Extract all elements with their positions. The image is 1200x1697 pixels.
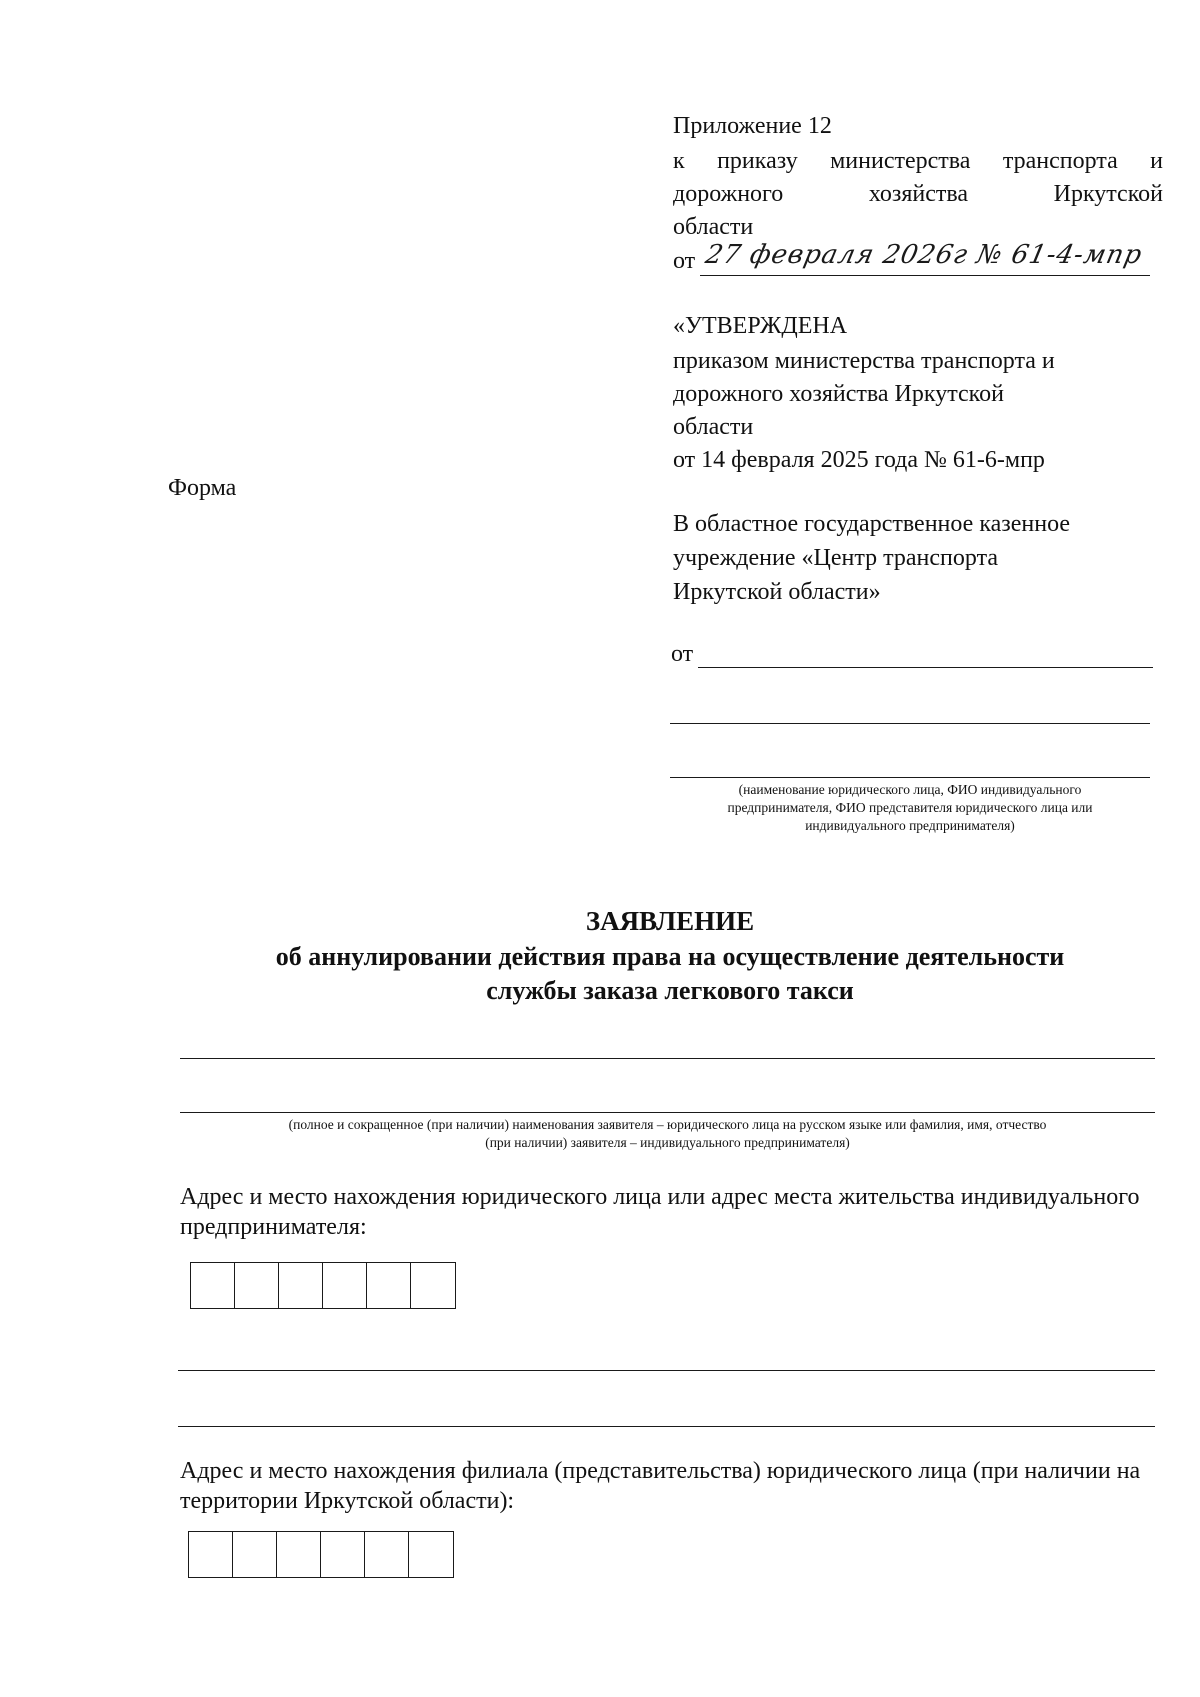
- postal-code-box[interactable]: [277, 1532, 321, 1577]
- approved-line-2: дорожного хозяйства Иркутской: [673, 381, 1004, 407]
- postal-code-box[interactable]: [189, 1532, 233, 1577]
- postal-code-box[interactable]: [409, 1532, 453, 1577]
- appendix-date-underline: [700, 275, 1150, 276]
- from-field-line-1[interactable]: [698, 667, 1153, 668]
- address-line-1[interactable]: [178, 1370, 1155, 1371]
- postal-code-box[interactable]: [191, 1263, 235, 1308]
- applicant-name-line-1[interactable]: [180, 1058, 1155, 1059]
- approved-line-4: от 14 февраля 2025 года № 61-6-мпр: [673, 447, 1045, 473]
- from-caption: [660, 781, 1160, 835]
- appendix-line-2-word-3: Иркутской: [1053, 181, 1163, 207]
- addressee-line-2: учреждение «Центр транспорта: [673, 545, 999, 571]
- postal-code-box[interactable]: [321, 1532, 365, 1577]
- branch-postal-code-boxes[interactable]: [188, 1531, 454, 1578]
- applicant-name-caption-line-1: (полное и сокращенное (при наличии) наименования заявителя – юридического лица на русском языке или фамилия, имя, отчество: [288, 1117, 1047, 1132]
- applicant-name-line-2[interactable]: [180, 1112, 1155, 1113]
- approved-line-3: области: [673, 414, 754, 440]
- postal-code-boxes[interactable]: [190, 1262, 456, 1309]
- applicant-name-caption-line-2: (при наличии) заявителя – индивидуального предпринимателя): [485, 1135, 850, 1150]
- postal-code-box[interactable]: [235, 1263, 279, 1308]
- document-subtitle-line-2: службы заказа легкового такси: [486, 976, 854, 1005]
- addressee-line-1: В областное государственное казенное: [673, 511, 1071, 537]
- appendix-line-2: [673, 178, 1163, 211]
- form-label: Форма: [168, 475, 237, 501]
- from-label: от: [671, 641, 694, 667]
- from-caption-line-1: (наименование юридического лица, ФИО индивидуального: [738, 782, 1082, 797]
- from-caption-line-3: индивидуального предпринимателя): [805, 818, 1015, 833]
- postal-code-box[interactable]: [367, 1263, 411, 1308]
- branch-label-line-2: территории Иркутской области):: [180, 1488, 515, 1514]
- document-subtitle-line-1: об аннулировании действия права на осуществление деятельности: [275, 942, 1065, 971]
- document-title: ЗАЯВЛЕНИЕ: [585, 906, 755, 936]
- from-field-line-2[interactable]: [670, 723, 1150, 724]
- appendix-line-3: области: [673, 214, 754, 240]
- approved-title: «УТВЕРЖДЕНА: [673, 313, 848, 339]
- addressee-line-3: Иркутской области»: [673, 579, 881, 605]
- postal-code-box[interactable]: [411, 1263, 455, 1308]
- from-field-line-3[interactable]: [670, 777, 1150, 778]
- approved-line-1: приказом министерства транспорта и: [673, 348, 1055, 374]
- postal-code-box[interactable]: [323, 1263, 367, 1308]
- postal-code-box[interactable]: [365, 1532, 409, 1577]
- appendix-line-2-word-2: хозяйства: [868, 181, 969, 207]
- applicant-name-caption: [180, 1116, 1155, 1152]
- appendix-title: Приложение 12: [673, 113, 832, 139]
- postal-code-box[interactable]: [279, 1263, 323, 1308]
- address-line-2[interactable]: [178, 1426, 1155, 1427]
- branch-label-line-1: Адрес и место нахождения филиала (представительства) юридического лица (при наличии на: [180, 1458, 1141, 1484]
- appendix-line-2-word-1: дорожного: [673, 181, 784, 207]
- address-label-line-2: предпринимателя:: [180, 1214, 367, 1240]
- from-caption-line-2: предпринимателя, ФИО представителя юридического лица или: [727, 800, 1093, 815]
- appendix-line-1: к приказу министерства транспорта и: [673, 148, 1163, 174]
- appendix-from-label: от: [673, 248, 696, 274]
- address-label-line-1: Адрес и место нахождения юридического лица или адрес места жительства индивидуального: [180, 1184, 1140, 1210]
- postal-code-box[interactable]: [233, 1532, 277, 1577]
- handwritten-date: 27 февраля 2026г № 61-4-мпр: [702, 240, 1146, 270]
